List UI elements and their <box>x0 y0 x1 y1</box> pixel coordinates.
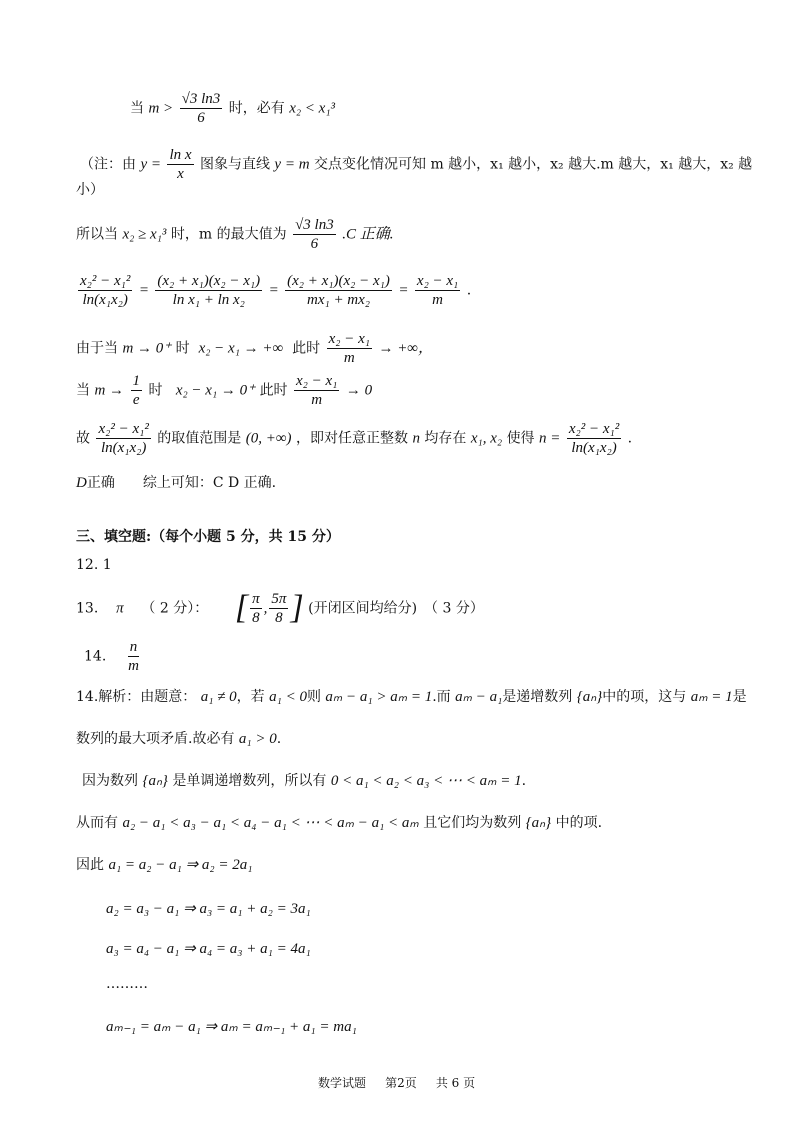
math: aₘ − a₁ <box>455 689 503 705</box>
fraction: $\frac{\text{(x₂ + x₁)(x₂ − x₁)}}{\text{ln x₁ + ln x₂}}$ <box>157 273 261 308</box>
math: D <box>76 475 87 491</box>
text: 均存在 <box>424 430 467 447</box>
fraction: $\frac{n}{m}$ <box>128 639 139 674</box>
text: .而 <box>432 689 451 705</box>
text: ，若 <box>236 689 265 705</box>
math: aₘ − a₁ > aₘ = 1 <box>325 689 433 705</box>
solution-line-3 <box>82 772 526 790</box>
text: 中的项. <box>555 815 603 831</box>
text: 交点变化情况可知 m 越小，x₁ 越小，x₂ 越大.m 越大，x₁ 越大，x₂ 越 <box>314 156 753 173</box>
footer-page: 第2页 <box>385 1076 417 1090</box>
note-line <box>80 146 752 183</box>
answer-12: 12. 1 <box>76 557 112 573</box>
fraction: $\frac{\text{x₂ − x₁}}{m}$ <box>296 373 338 408</box>
fraction: $\frac{\text{x₂² − x₁²}}{\text{ln(x₁x₂)}}$ <box>568 421 620 456</box>
text: 此时 <box>292 340 321 357</box>
math: x₂ < x₁³ <box>289 100 336 117</box>
math: m > <box>148 100 174 117</box>
text: 从而有 <box>76 815 118 831</box>
text: 使得 <box>506 430 535 447</box>
math: n <box>412 430 420 447</box>
math: m → 0⁺ <box>122 340 172 357</box>
fraction: $\frac{\text{x₂² − x₁²}}{\text{ln(x₁x₂)}}$ <box>98 421 149 456</box>
math: → +∞， <box>378 340 434 357</box>
math: aₘ = 1 <box>690 689 733 705</box>
text: 正确 综上可知：C D 正确. <box>86 475 277 491</box>
text: 图象与直线 <box>199 156 270 173</box>
solution-line-6: a₂ = a₃ − a₁ ⇒ a₃ = a₁ + a₂ = 3a₁ <box>106 901 311 917</box>
bracket: ] <box>290 589 304 626</box>
math: a₁ = a₂ − a₁ ⇒ a₂ = 2a₁ <box>108 857 253 873</box>
math: x₂ − x₁ → 0⁺ <box>175 382 256 399</box>
math: a₂ − a₁ < a₃ − a₁ < a₄ − a₁ < ⋯ < aₘ − a₁ < aₘ <box>122 815 419 831</box>
text: 14. <box>84 648 107 665</box>
equals: = <box>268 282 279 299</box>
text: 当 <box>76 382 90 399</box>
fraction: $\frac{√3 \ln 3}{6}$ <box>181 91 221 126</box>
fraction: $\frac{1}{e}$ <box>132 373 140 408</box>
limit-line-2 <box>76 372 372 409</box>
limit-line-1 <box>76 330 433 367</box>
equals: = <box>398 282 409 299</box>
math: m → <box>94 382 125 399</box>
math: a₁ > 0 <box>238 731 277 747</box>
math: (0, +∞) <box>245 430 292 447</box>
text: 则 <box>306 689 321 705</box>
fraction: $\frac{\text{(x₂ + x₁)(x₂ − x₁)}}{\text{mx₁ + mx₂}}$ <box>287 273 390 308</box>
math: y = <box>140 156 161 173</box>
note-line-2: 小） <box>76 182 104 198</box>
text: 13. <box>76 600 99 617</box>
text: 故 <box>76 430 90 447</box>
text: 因此 <box>76 857 104 873</box>
text: （注：由 <box>80 156 136 173</box>
fraction: $\frac{\text{x₂ − x₁}}{m}$ <box>328 331 370 366</box>
text: . <box>276 731 282 747</box>
math: {aₙ} <box>525 815 552 831</box>
final-conclusion <box>76 474 276 492</box>
text: 中的项，这与 <box>602 689 687 705</box>
fraction: $\frac{\text{x₂² − x₁²}}{\text{ln(x₁x₂)}}$ <box>80 273 131 308</box>
math: n = <box>539 430 561 447</box>
text: , <box>263 600 268 617</box>
math: x₁, x₂ <box>470 430 503 447</box>
math: y = m <box>274 156 310 173</box>
text: 此时 <box>259 382 288 399</box>
footer-total: 共 6 页 <box>435 1076 476 1090</box>
text: 由于当 <box>76 340 118 357</box>
fraction: $\frac{\text{ln x}}{x}$ <box>169 147 192 182</box>
math: x₂ ≥ x₁³ <box>122 226 167 243</box>
text: 是单调递增数列，所以有 <box>172 773 327 789</box>
fraction: $\frac{5\pi}{8}$ <box>271 590 287 626</box>
solution-line-4 <box>76 814 602 832</box>
footer-subject: 数学试题 <box>318 1076 367 1090</box>
condition-line <box>130 90 335 127</box>
equals: = <box>138 282 149 299</box>
math: 0 < a₁ < a₂ < a₃ < ⋯ < aₘ = 1 <box>330 773 522 789</box>
text: 因为数列 <box>82 773 138 789</box>
text: 时，m 的最大值为 <box>170 226 287 243</box>
text: . <box>521 773 527 789</box>
fraction: $\frac{\text{x₂ − x₁}}{m}$ <box>416 273 459 308</box>
math: a₁ ≠ 0 <box>200 689 237 705</box>
section-heading: 三、填空题:（每个小题 5 分，共 15 分） <box>76 529 340 545</box>
math: {aₙ} <box>576 689 603 705</box>
text: 时，必有 <box>228 100 285 117</box>
fraction: $\frac{\pi}{8}$ <box>252 590 260 626</box>
math: π <box>116 600 124 617</box>
solution-line-5 <box>76 856 252 874</box>
text: 当 <box>130 100 144 117</box>
text: 时 <box>175 340 190 357</box>
fraction: $\frac{√3 \ln 3}{6}$ <box>295 217 334 252</box>
math: → 0 <box>345 382 373 399</box>
text: (开闭区间均给分) （ 3 分） <box>308 600 484 617</box>
conclusion-c <box>76 216 393 253</box>
math: {aₙ} <box>142 773 168 789</box>
solution-ellipsis: ……… <box>106 976 148 992</box>
answer-14 <box>84 638 143 675</box>
math: a₁ < 0 <box>269 689 307 705</box>
text: 所以当 <box>76 226 118 243</box>
text: 的取值范围是 <box>157 430 242 447</box>
text: 是 <box>732 689 747 705</box>
period: . <box>466 282 472 299</box>
solution-line-7: a₃ = a₄ − a₁ ⇒ a₄ = a₃ + a₁ = 4a₁ <box>106 941 311 957</box>
text: 数列的最大项矛盾.故必有 <box>76 731 235 747</box>
text: 时 <box>148 382 163 399</box>
text: （ 2 分）： <box>141 600 209 617</box>
math: x₂ − x₁ → +∞ <box>198 340 284 357</box>
text: 且它们均为数列 <box>423 815 522 831</box>
text: ，即对任意正整数 <box>296 430 408 447</box>
page-footer <box>318 1076 475 1090</box>
text: 是递增数列 <box>502 689 573 705</box>
answer-13 <box>76 588 484 629</box>
bracket: [ <box>234 589 249 626</box>
text: 14.解析：由题意： <box>76 689 197 705</box>
text: . <box>627 430 633 447</box>
equation-chain <box>76 272 471 309</box>
solution-line-1 <box>76 688 747 706</box>
text: .C 正确. <box>342 226 394 243</box>
solution-line-9: aₘ₋₁ = aₘ − a₁ ⇒ aₘ = aₘ₋₁ + a₁ = ma₁ <box>106 1019 357 1035</box>
solution-line-2 <box>76 730 281 748</box>
range-line <box>76 420 632 457</box>
